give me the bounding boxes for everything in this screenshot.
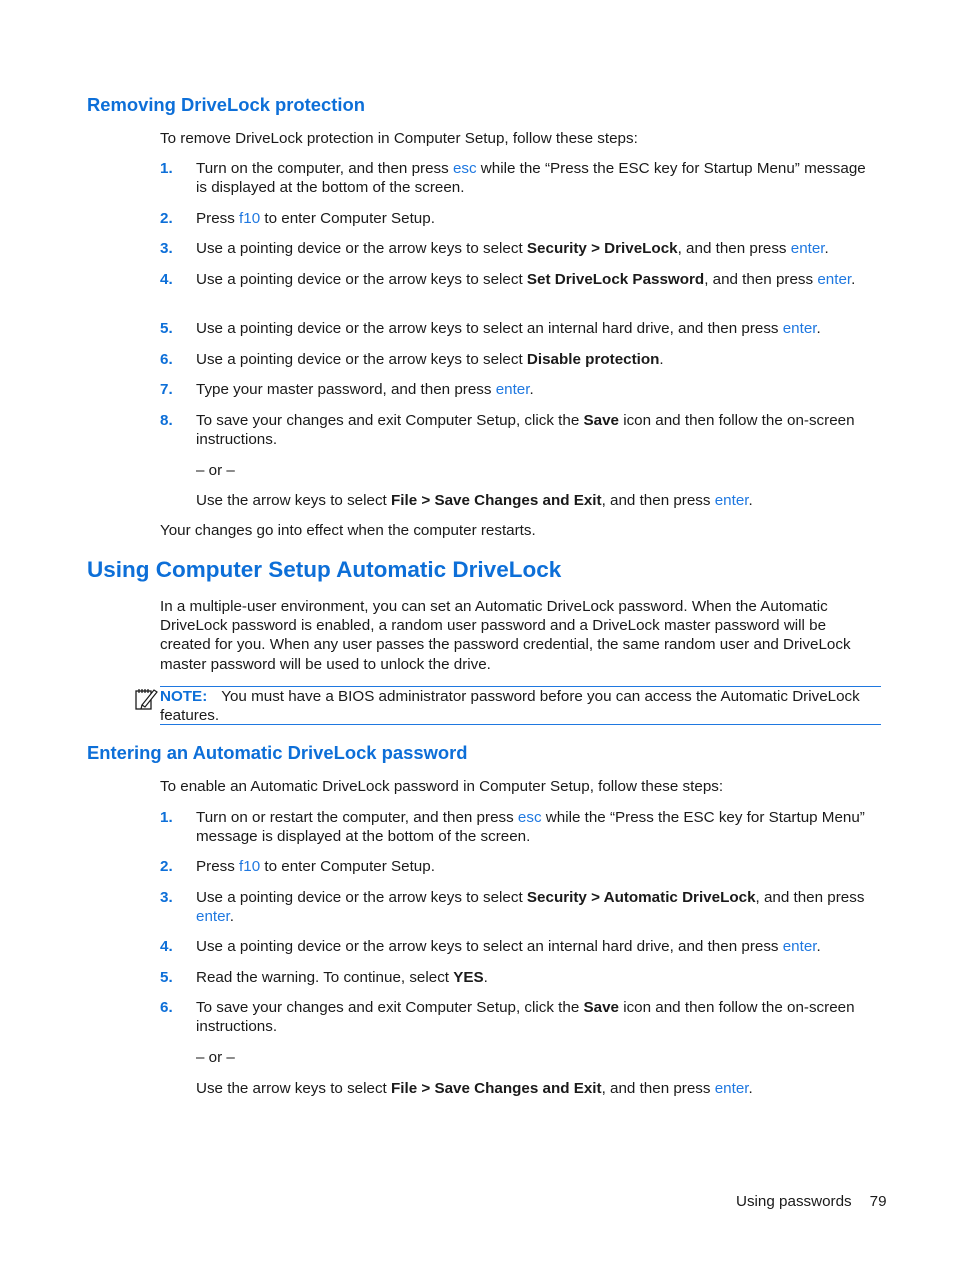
list-item: 7. Type your master password, and then press enter. — [160, 381, 534, 398]
menu-path: File > Save Changes and Exit — [390, 1080, 602, 1097]
menu-path: Security > Automatic DriveLock — [526, 889, 756, 906]
or-separator: – or – — [196, 462, 235, 479]
step-number: 8. — [160, 412, 173, 429]
list-item: 6. Use a pointing device or the arrow keys to select Disable protection. — [160, 351, 664, 368]
alternative-instruction: Use the arrow keys to select File > Save Changes and Exit, and then press enter. — [196, 492, 753, 509]
alternative-instruction: Use the arrow keys to select File > Save Changes and Exit, and then press enter. — [196, 1080, 753, 1097]
step-number: 1. — [160, 809, 173, 826]
key-name: enter — [782, 320, 817, 337]
note-text: You must have a BIOS administrator password before you can access the Automatic DriveLock features. — [160, 688, 860, 725]
list-item: 5. Read the warning. To continue, select YES. — [160, 969, 488, 986]
key-name: enter — [196, 908, 230, 926]
section2-body: In a multiple-user environment, you can set an Automatic DriveLock password. When the Automatic DriveLock password is enabled, a random user password and a DriveLock master password will be created for you. When any user passes the password credential, the same random user and DriveLock master password will be used to unlock the drive. — [160, 598, 851, 673]
menu-path: Save — [583, 999, 619, 1016]
list-item: 4. Use a pointing device or the arrow keys to select an internal hard drive, and then press enter. — [160, 938, 821, 955]
key-name: f10 — [239, 858, 261, 875]
section1-intro: To remove DriveLock protection in Computer Setup, follow these steps: — [160, 130, 638, 147]
key-name: enter — [495, 381, 530, 398]
step-number: 4. — [160, 938, 173, 955]
step-number: 1. — [160, 160, 173, 177]
key-name: esc — [517, 809, 542, 826]
key-name: enter — [782, 938, 817, 955]
step-number: 2. — [160, 858, 173, 875]
footer-section-title: Using passwords — [736, 1193, 852, 1210]
list-item: 3. Use a pointing device or the arrow keys to select Security > Automatic DriveLock, and then press enter. — [160, 889, 865, 926]
list-item: 3. Use a pointing device or the arrow keys to select Security > DriveLock, and then press enter. — [160, 240, 829, 257]
note-box — [160, 686, 881, 725]
list-item: 4. Use a pointing device or the arrow keys to select Set DriveLock Password, and then press enter. — [160, 271, 856, 288]
step-number: 6. — [160, 351, 173, 368]
list-item: 2. Press f10 to enter Computer Setup. — [160, 858, 435, 875]
page-footer — [736, 1192, 887, 1211]
section1-closing: Your changes go into effect when the computer restarts. — [160, 522, 536, 539]
list-item: 8. To save your changes and exit Computer Setup, click the Save icon and then follow the on-screen instructions. — [160, 412, 855, 449]
step-number: 6. — [160, 999, 173, 1016]
section3-intro: To enable an Automatic DriveLock password in Computer Setup, follow these steps: — [160, 778, 724, 795]
note-icon — [133, 686, 159, 712]
step-number: 3. — [160, 240, 173, 257]
key-name: f10 — [239, 210, 261, 227]
step-number: 7. — [160, 381, 173, 398]
note-label: NOTE: — [160, 688, 208, 705]
key-name: enter — [714, 1080, 749, 1097]
key-name: esc — [452, 160, 477, 177]
or-separator: – or – — [196, 1049, 235, 1066]
step-number: 4. — [160, 271, 173, 288]
menu-path: Save — [583, 412, 619, 429]
list-item: 1. Turn on the computer, and then press esc while the “Press the ESC key for Startup Menu” message is displayed at the bottom of the screen. — [160, 160, 866, 197]
section-heading-entering-password: Entering an Automatic DriveLock password — [87, 742, 468, 763]
menu-path: Security > DriveLock — [526, 240, 678, 257]
menu-path: Disable protection — [526, 351, 660, 368]
section-heading-automatic-drivelock: Using Computer Setup Automatic DriveLock — [87, 557, 562, 582]
list-item: 2. Press f10 to enter Computer Setup. — [160, 210, 435, 227]
step-number: 5. — [160, 969, 173, 986]
step-number: 5. — [160, 320, 173, 337]
page-number: 79 — [869, 1193, 887, 1210]
step-number: 2. — [160, 210, 173, 227]
menu-path: YES — [453, 969, 484, 986]
step-number: 3. — [160, 889, 173, 906]
list-item: 6. To save your changes and exit Computer Setup, click the Save icon and then follow the on-screen instructions. — [160, 999, 855, 1036]
key-name: enter — [714, 492, 749, 509]
menu-path: Set DriveLock Password — [526, 271, 705, 288]
key-name: enter — [817, 271, 852, 288]
list-item: 5. Use a pointing device or the arrow keys to select an internal hard drive, and then press enter. — [160, 320, 821, 337]
menu-path: File > Save Changes and Exit — [390, 492, 602, 509]
section-heading-removing-drivelock: Removing DriveLock protection — [87, 94, 365, 115]
key-name: enter — [790, 240, 825, 257]
list-item: 1. Turn on or restart the computer, and then press esc while the “Press the ESC key for Startup Menu” message is displayed at the bottom of the screen. — [160, 809, 865, 846]
